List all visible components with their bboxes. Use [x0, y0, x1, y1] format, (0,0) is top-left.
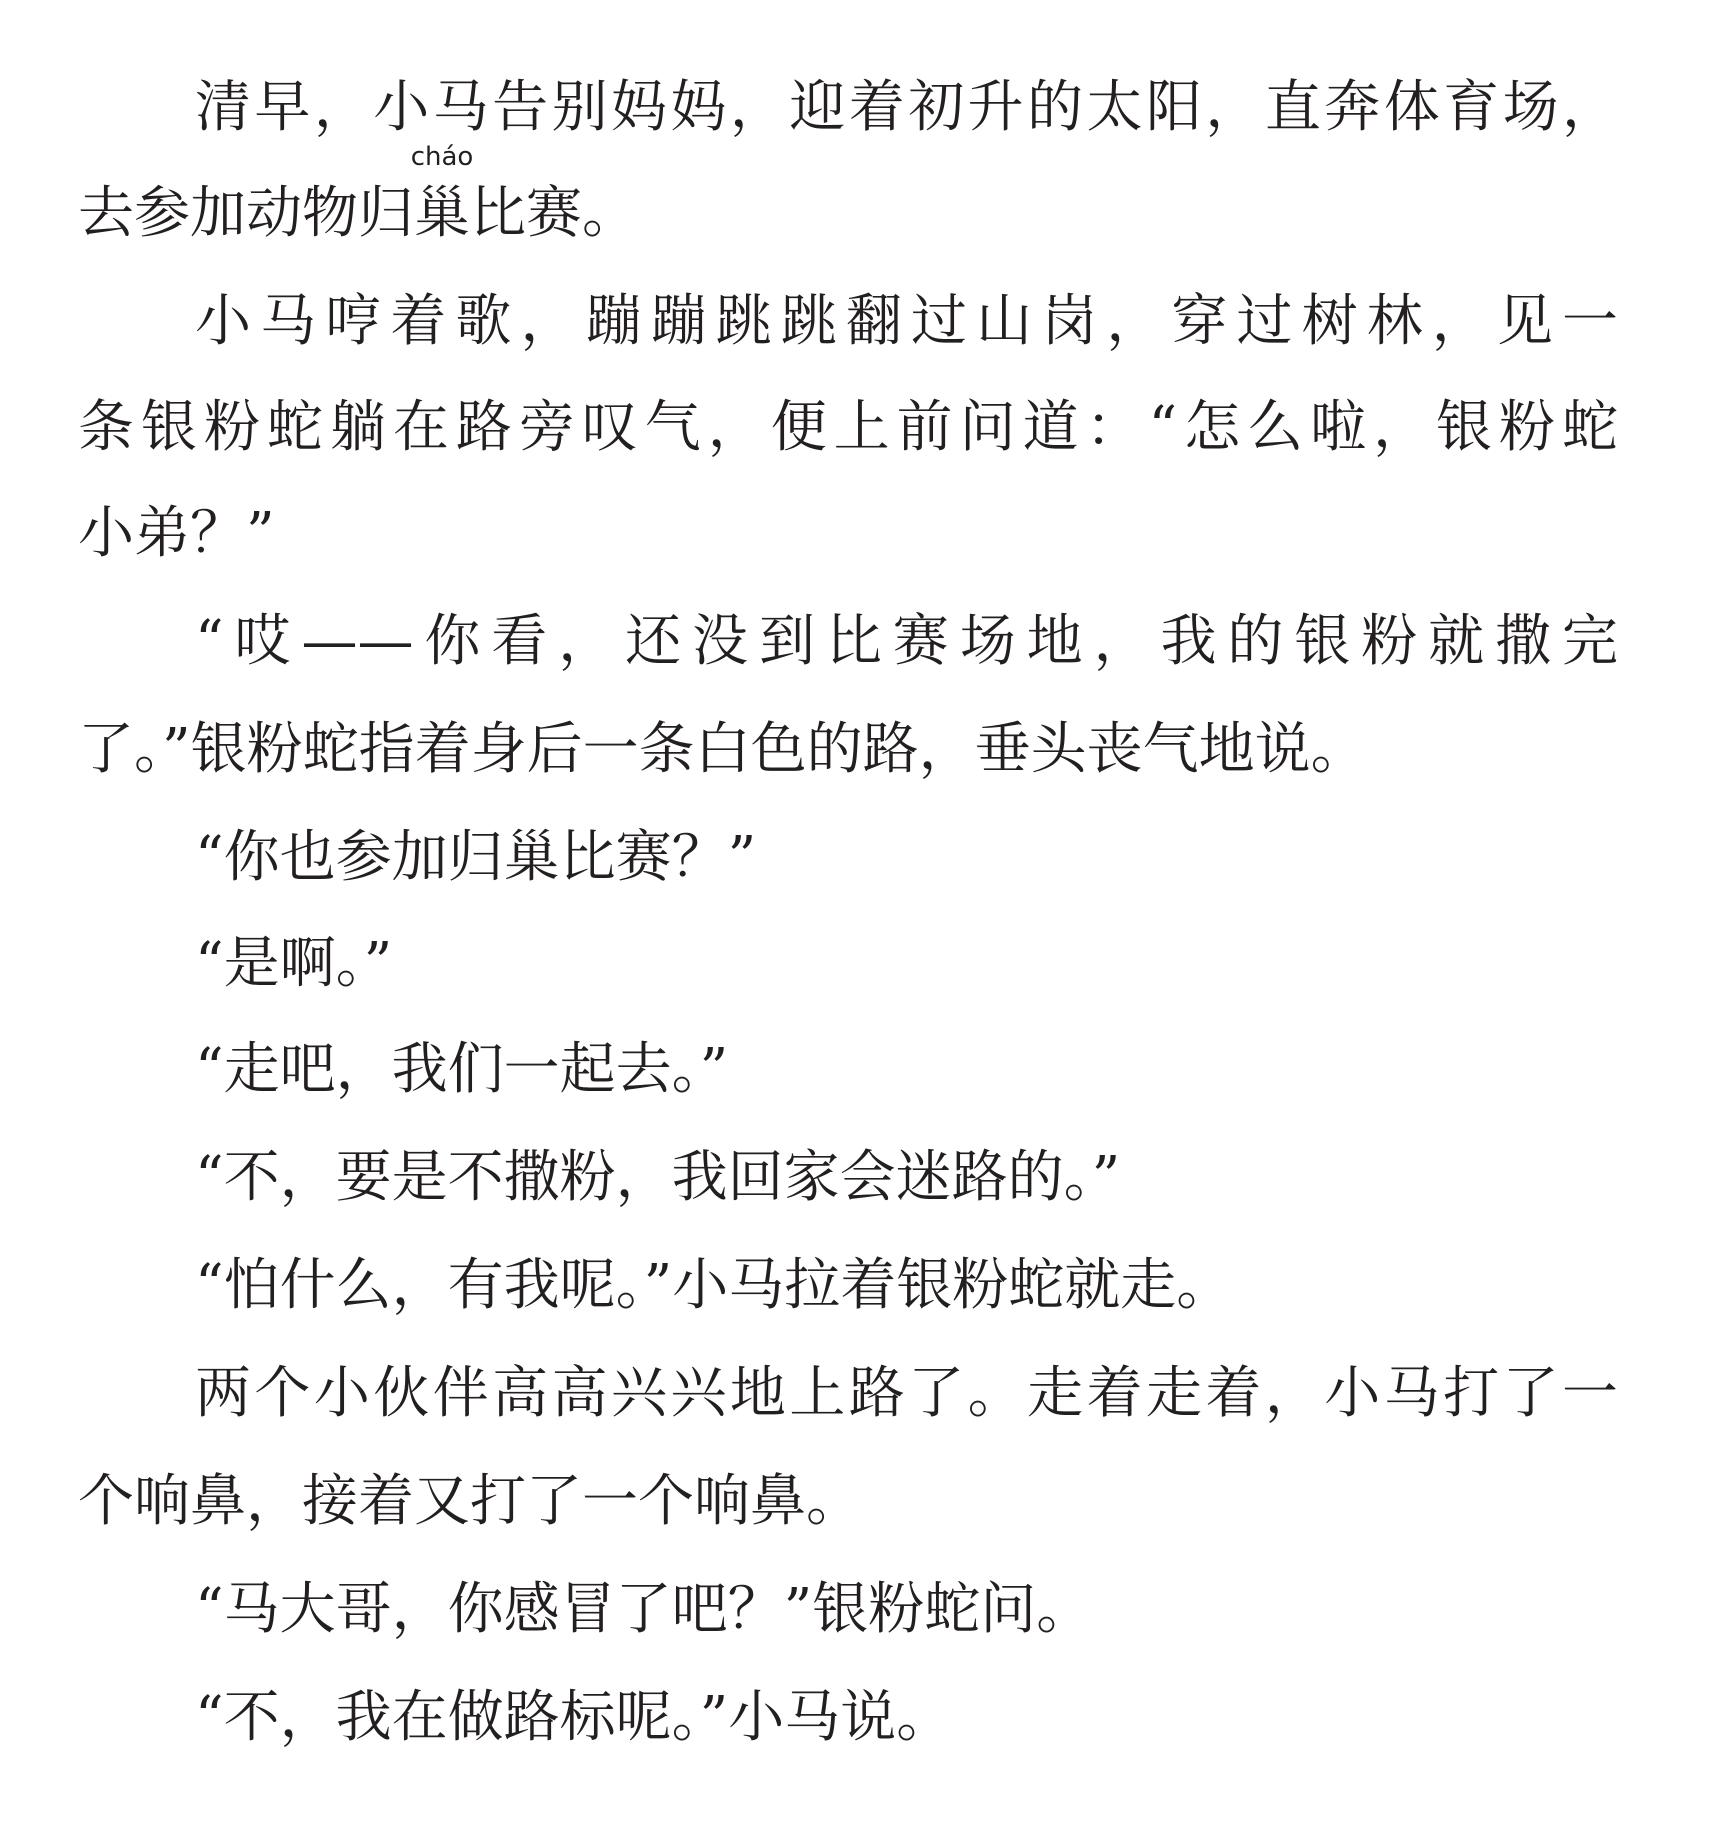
- paragraph-3-line-1: “哎——你看，还没到比赛场地，我的银粉就撒完: [195, 609, 1618, 674]
- paragraph-9-line-1: 两个小伙伴高高兴兴地上路了。走着走着，小马打了一: [195, 1361, 1618, 1426]
- paragraph-1-line-2: [78, 142, 638, 246]
- paragraph-3-line-2: 了。”银粉蛇指着身后一条白色的路，垂头丧气地说。: [78, 717, 1367, 782]
- paragraph-2-line-1: 小马哼着歌，蹦蹦跳跳翻过山岗，穿过树林，见一: [195, 289, 1618, 354]
- paragraph-6: “走吧，我们一起去。”: [195, 1037, 729, 1102]
- paragraph-1-line-2-end: 比赛。: [470, 181, 638, 246]
- paragraph-5: “是啊。”: [195, 931, 393, 996]
- paragraph-7: “不，要是不撒粉，我回家会迷路的。”: [195, 1145, 1121, 1210]
- paragraph-1-line-1: 清早，小马告别妈妈，迎着初升的太阳，直奔体育场，: [195, 75, 1618, 140]
- paragraph-4: “你也参加归巢比赛？”: [195, 825, 757, 890]
- pinyin-annotation: cháo: [410, 142, 474, 172]
- paragraph-11: “不，我在做路标呢。”小马说。: [195, 1685, 953, 1750]
- paragraph-10: “马大哥，你感冒了吧？”银粉蛇问。: [195, 1577, 1093, 1642]
- ruby-annotated-char: [410, 142, 474, 246]
- paragraph-9-line-2: 个响鼻，接着又打了一个响鼻。: [78, 1469, 862, 1534]
- paragraph-2-line-3: 小弟？”: [78, 501, 275, 566]
- paragraph-1-line-2-start: 去参加动物归: [78, 181, 414, 246]
- paragraph-2-line-2: 条银粉蛇躺在路旁叹气，便上前问道：“怎么啦，银粉蛇: [78, 395, 1618, 460]
- paragraph-8: “怕什么，有我呢。”小马拉着银粉蛇就走。: [195, 1253, 1233, 1318]
- ruby-base-char: 巢: [414, 181, 470, 246]
